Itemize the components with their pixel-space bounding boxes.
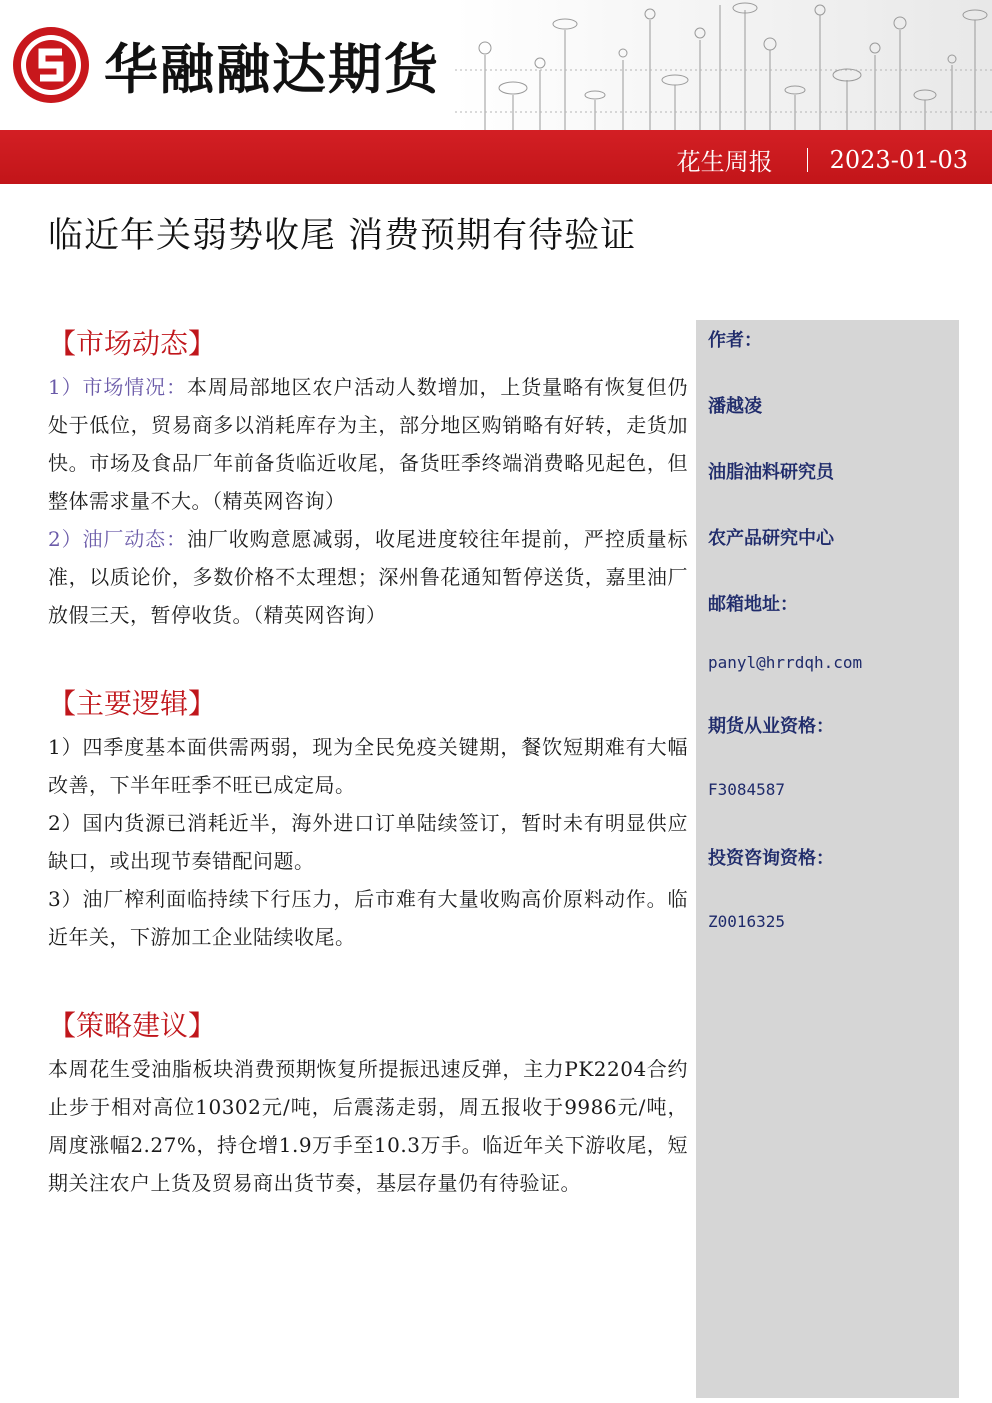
qualification-label: 期货从业资格： (708, 716, 834, 737)
author-name: 潘越凌 (708, 396, 762, 417)
banner-text (677, 142, 968, 177)
market-paragraph-1 (48, 368, 688, 520)
qualification-number: F3084587 (708, 780, 786, 799)
market-paragraph-2 (48, 520, 688, 634)
market-lead-1: 1）市场情况： (48, 375, 187, 399)
strategy-paragraph: 本周花生受油脂板块消费预期恢复所提振迅速反弹，主力PK2204合约止步于相对高位10302元/吨，后震荡走弱，周五报收于9986元/吨，周度涨幅2.27%，持仓增1.9万手至10.3万手。临近年关下游收尾，短期关注农户上货及贸易商出货节奏，基层存量仍有待验证。 (48, 1057, 688, 1195)
header-decoration (455, 0, 992, 130)
author-department: 农产品研究中心 (708, 528, 834, 549)
email-address[interactable]: panyl@hrrdqh.com (708, 653, 863, 672)
market-body-1: 本周局部地区农户活动人数增加，上货量略有恢复但仍处于低位，贸易商多以消耗库存为主，部分地区购销略有好转，走货加快。市场及食品厂年前备货临近收尾，备货旺季终端消费略见起色，但整体需求量不大。（精英网咨询） (48, 375, 689, 513)
report-title: 临近年关弱势收尾 消费预期有待验证 (48, 216, 637, 256)
section-heading-market: 【市场动态】 (48, 327, 217, 360)
email-label: 邮箱地址： (708, 594, 798, 615)
main-content (48, 320, 688, 1248)
author-role: 油脂油料研究员 (708, 462, 834, 483)
author-label: 作者： (708, 330, 762, 351)
report-type: 花生周报 (676, 148, 773, 176)
report-date: 2023-01-03 (829, 145, 968, 174)
brand-logo (10, 20, 440, 110)
logic-item: 2）国内货源已消耗近半，海外进口订单陆续签订，暂时未有明显供应缺口，或出现节奏错配问题。 (48, 811, 688, 873)
investment-qualification-label: 投资咨询资格： (708, 848, 834, 869)
section-logic (48, 680, 688, 956)
report-banner (0, 130, 992, 184)
section-heading-logic: 【主要逻辑】 (48, 687, 217, 720)
logic-item: 1）四季度基本面供需两弱，现为全民免疫关键期，餐饮短期难有大幅改善，下半年旺季不旺已成定局。 (48, 735, 688, 797)
market-lead-2: 2）油厂动态： (48, 527, 187, 551)
investment-qualification-number: Z0016325 (708, 912, 786, 931)
brand-emblem-icon (10, 24, 92, 106)
logic-item: 3）油厂榨利面临持续下行压力，后市难有大量收购高价原料动作。临近年关，下游加工企业陆续收尾。 (48, 887, 688, 949)
author-sidebar (696, 320, 959, 1398)
section-market (48, 320, 688, 634)
brand-name: 华融融达期货 (104, 37, 440, 101)
section-strategy (48, 1002, 688, 1202)
banner-divider (807, 148, 808, 172)
section-heading-strategy: 【策略建议】 (48, 1009, 217, 1042)
market-body-2: 油厂收购意愿减弱，收尾进度较往年提前，严控质量标准，以质论价，多数价格不太理想；深州鲁花通知暂停送货，嘉里油厂放假三天，暂停收货。（精英网咨询） (48, 527, 689, 627)
